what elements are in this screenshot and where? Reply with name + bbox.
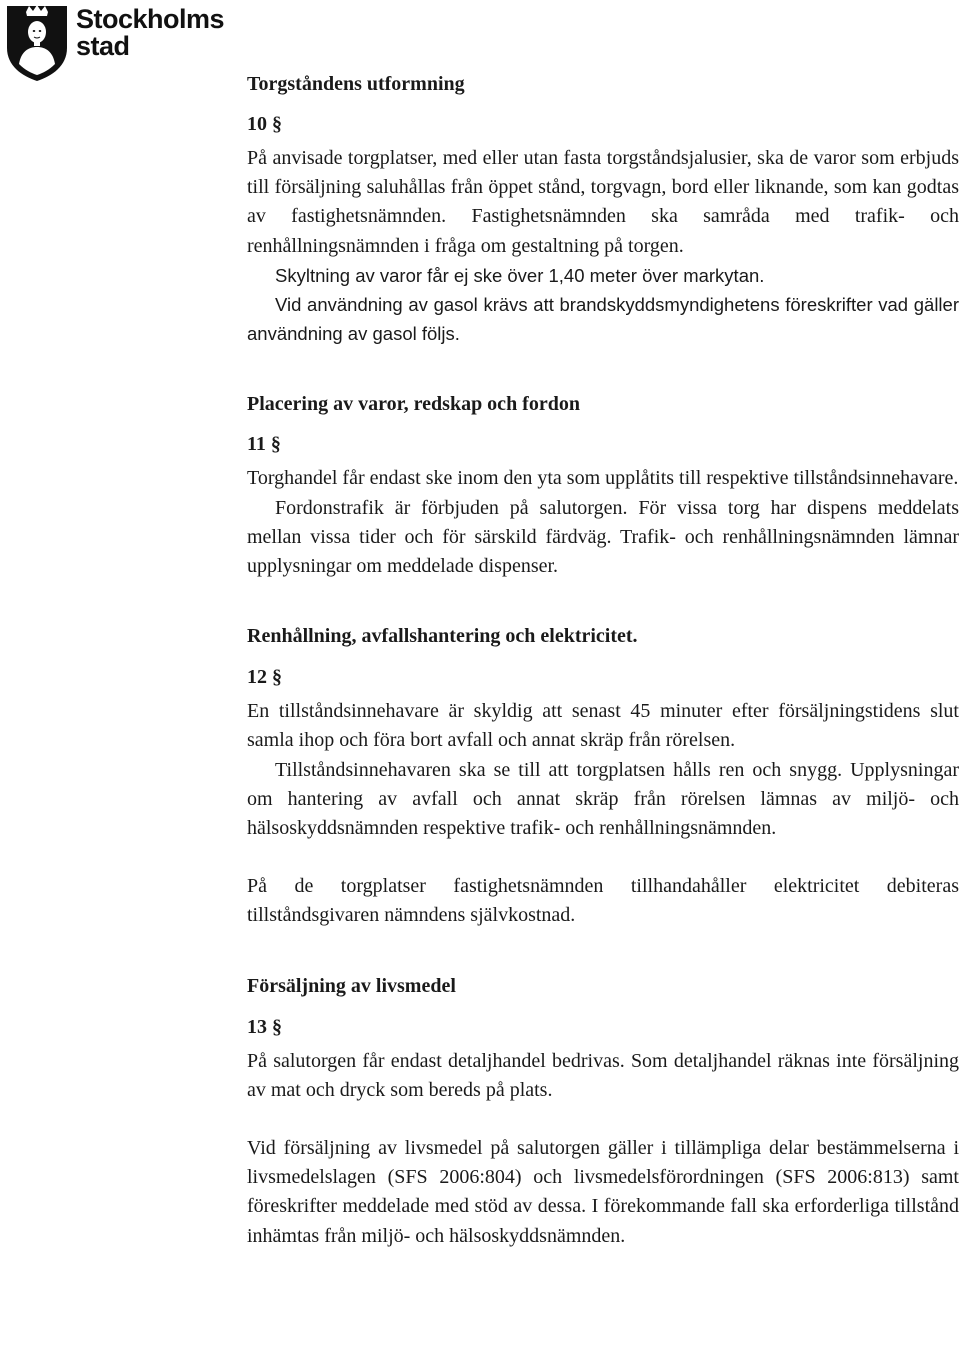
body-paragraph: Torghandel får endast ske inom den yta som upplåtits till respektive tillståndsinnehavare. [247, 467, 959, 490]
body-paragraph: På anvisade torgplatser, med eller utan fasta torgståndsjalusier, ska de varor som erbjuds till försäljning saluhållas från öppet stånd, torgvagn, bord eller liknande, som kan godtas av fastighetsnämnden. Fastighetsnämnden ska samråda med trafik- och renhållningsnämnden i fråga om gestaltning på torgen. [247, 147, 959, 257]
body-paragraph: Fordonstrafik är förbjuden på salutorgen. För vissa torg har dispens meddelats mellan vissa tider och för särskild färdväg. Trafik- och renhållningsnämnden lämnar upplysningar om meddelade dispenser. [247, 496, 959, 578]
logo-line-1: Stockholms [76, 4, 225, 34]
body-paragraph: På salutorgen får endast detaljhandel bedrivas. Som detaljhandel räknas inte försäljning av mat och dryck som bereds på plats. [247, 1049, 959, 1101]
logo-line-2: stad [76, 31, 130, 61]
body-paragraph: På de torgplatser fastighetsnämnden tillhandahåller elektricitet debiteras tillståndsgivaren nämndens självkostnad. [247, 875, 959, 927]
paragraph-number: 13 § [247, 1015, 282, 1038]
city-logo [0, 0, 250, 90]
section-heading: Försäljning av livsmedel [247, 974, 456, 997]
body-paragraph: Vid användning av gasol krävs att brandskyddsmyndighetens föreskrifter vad gäller användning av gasol följs. [247, 294, 959, 345]
body-paragraph: En tillståndsinnehavare är skyldig att senast 45 minuter efter försäljningstidens slut samla ihop och föra bort avfall och annat skräp från rörelsen. [247, 700, 959, 752]
section-heading: Placering av varor, redskap och fordon [247, 393, 580, 416]
document-body [247, 70, 959, 1251]
body-paragraph: Vid försäljning av livsmedel på salutorgen gäller i tillämpliga delar bestämmelserna i livsmedelslagen (SFS 2006:804) och livsmedelsförordningen (SFS 2006:813) samt föreskrifter meddelade med stöd av dessa. I förekommande fall ska erforderliga tillstånd inhämtas från miljö- och hälsoskyddsnämnden. [247, 1137, 959, 1247]
paragraph-number: 11 § [247, 433, 281, 456]
crest-icon [4, 2, 70, 82]
logo-wordmark [76, 6, 224, 60]
section-heading: Renhållning, avfallshantering och elektricitet. [247, 625, 638, 648]
paragraph-number: 12 § [247, 666, 282, 689]
paragraph-number: 10 § [247, 113, 282, 135]
section-heading: Torgståndens utformning [247, 73, 465, 95]
body-paragraph: Tillståndsinnehavaren ska se till att torgplatsen hålls ren och snygg. Upplysningar om hantering av avfall och annat skräp från rörelsen lämnas av miljö- och hälsoskyddsnämnden respektive trafik- och renhållningsnämnden. [247, 758, 959, 840]
body-paragraph: Skyltning av varor får ej ske över 1,40 meter över markytan. [275, 264, 765, 286]
